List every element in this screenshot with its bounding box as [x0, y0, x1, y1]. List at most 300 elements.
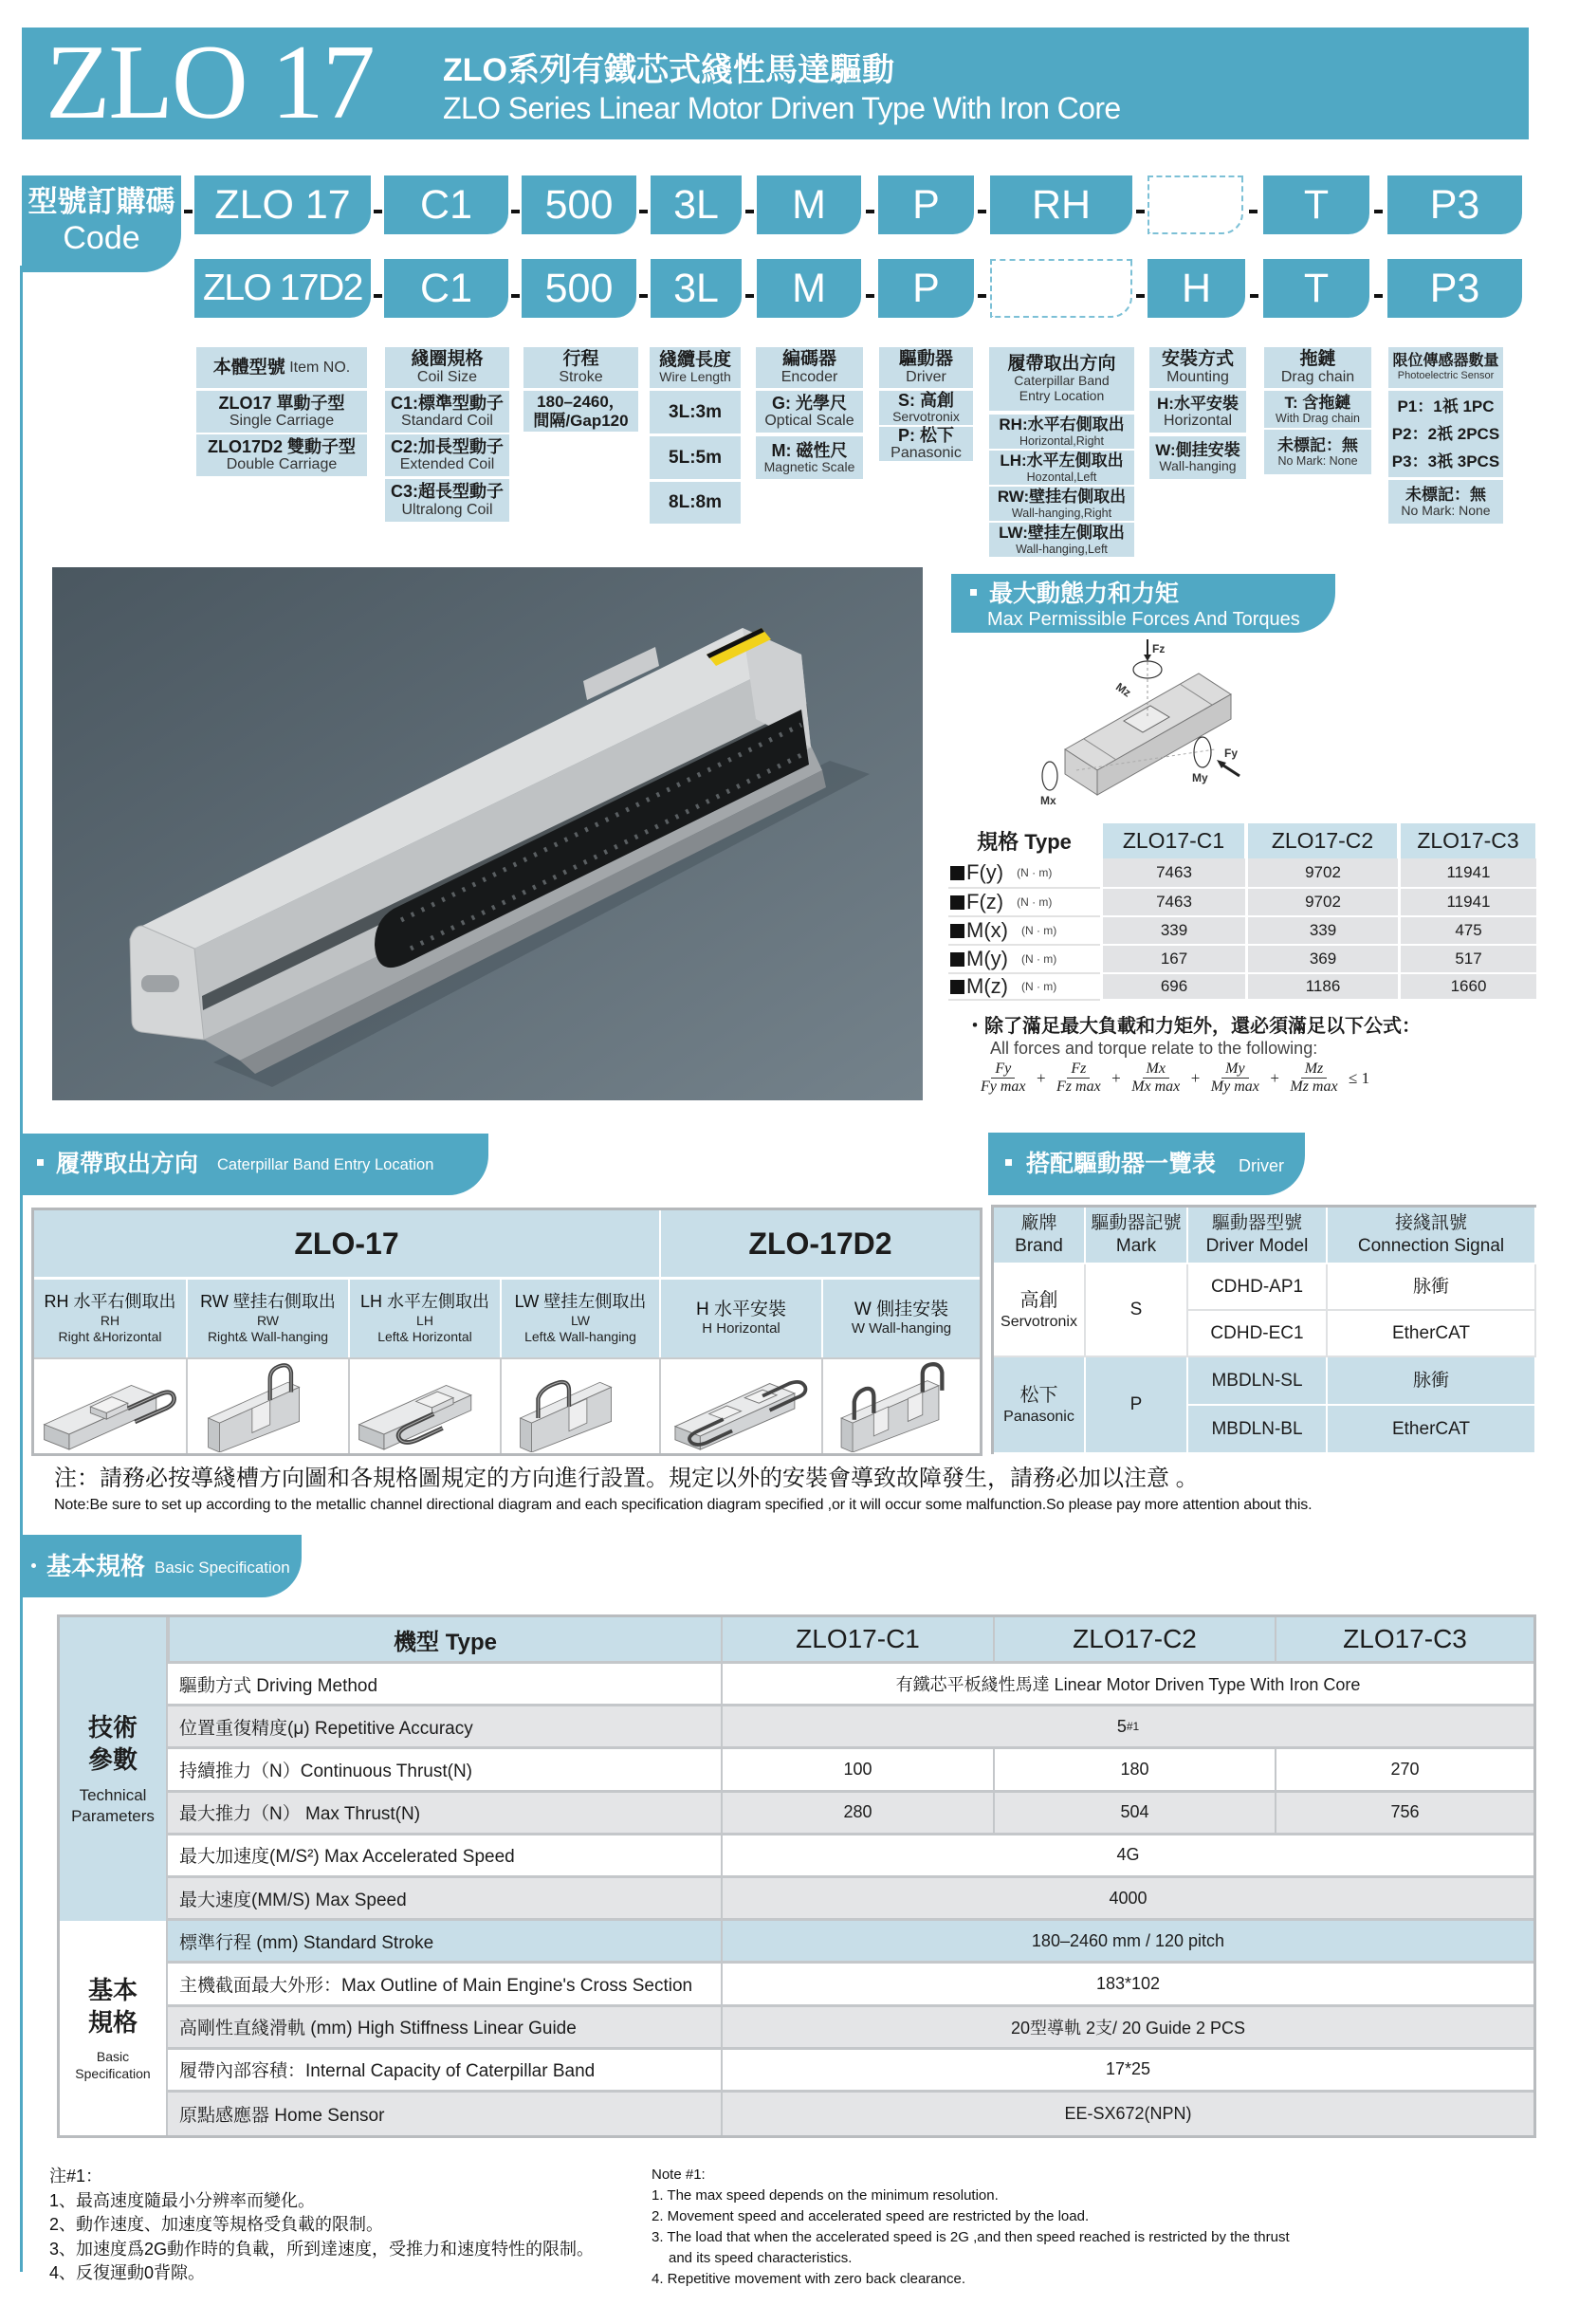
legend-value: C2:加長型動子 — [390, 436, 504, 456]
option-lh — [350, 1280, 502, 1357]
connection-signal: 脉衝 — [1328, 1357, 1536, 1406]
driver-header-signal — [1328, 1208, 1536, 1264]
plus-sign: + — [1111, 1068, 1121, 1087]
legend-cell — [756, 391, 863, 433]
legend-cell — [1149, 391, 1246, 433]
diagram-cell — [350, 1357, 502, 1453]
legend-value: H:水平安裝 — [1157, 394, 1239, 413]
footnote-item: 4、反復運動0背隙。 — [49, 2263, 206, 2282]
code-item-drag-chain: T — [1263, 259, 1369, 318]
fz-label: Fz — [1152, 642, 1166, 655]
legend-cell — [879, 427, 973, 461]
group-zlo-17: ZLO-17 — [34, 1210, 661, 1280]
header-en: Brand — [1015, 1236, 1063, 1256]
option-rh — [34, 1280, 188, 1357]
legend-header-wire — [650, 347, 741, 388]
code-item-mounting: H — [1148, 259, 1245, 318]
section-title-zh: 最大動態力和力矩 — [989, 581, 1180, 607]
spec-value: 756 — [1275, 1793, 1533, 1835]
header-zh: 驅動器型號 — [1211, 1213, 1302, 1234]
spec-label-max-acceleration: 最大加速度(M/S²) Max Accelerated Speed — [168, 1835, 721, 1878]
legend-header-encoder — [756, 347, 863, 388]
legend-header-en: Stroke — [559, 369, 603, 386]
code-item-encoder: M — [757, 259, 861, 318]
formula-term — [1207, 1061, 1263, 1096]
code-item-sensor: P3 — [1387, 259, 1522, 318]
group-label-en: Technical — [79, 1786, 147, 1805]
option-en: Left& Horizontal — [377, 1328, 472, 1344]
installation-note-zh: 注：請務必按導綫槽方向圖和各規格圖規定的方向進行設置。規定以外的安裝會導致故障發生，請務必加以注意 。 — [54, 1466, 1199, 1491]
footnote-title: 注#1： — [49, 2167, 103, 2186]
legend-cell — [1264, 430, 1371, 474]
legend-header-en: Coil Size — [416, 369, 478, 386]
forces-value: 9702 — [1245, 858, 1398, 889]
separator-dash — [639, 210, 648, 213]
forces-value: 7463 — [1100, 858, 1245, 889]
series-title-en: ZLO Series Linear Motor Driven Type With Iron Core — [443, 91, 1121, 125]
spec-label-driving-method: 驅動方式 Driving Method — [168, 1664, 721, 1706]
spec-value-max-speed: 4000 — [721, 1878, 1533, 1921]
legend-value-en: With Drag chain — [1276, 412, 1360, 426]
legend-value-en: Standard Coil — [401, 413, 493, 430]
forces-value: 339 — [1245, 917, 1398, 946]
header-en: Driver Model — [1205, 1236, 1309, 1256]
legend-header-en: Driver — [906, 369, 946, 386]
driver-header-model — [1188, 1208, 1328, 1264]
order-code-label-zh: 型號訂購碼 — [28, 185, 175, 218]
footnotes-zh — [49, 2165, 594, 2286]
section-title-en: Caterpillar Band Entry Location — [217, 1156, 434, 1173]
option-w — [823, 1280, 980, 1357]
installation-note-en: Note:Be sure to set up according to the metallic channel directional diagram and each specification diagram specified ,or it will occur some malfunction.So please pay more attention about this. — [54, 1497, 1313, 1513]
formula-term — [1128, 1061, 1184, 1096]
legend-header-zh: 限位傳感器數量 — [1392, 353, 1499, 370]
legend-header-stroke — [523, 347, 638, 388]
forces-table-header-label: 規格 Type — [977, 830, 1072, 854]
code-item-drag-chain: T — [1263, 175, 1369, 234]
legend-header-coil — [385, 347, 509, 388]
legend-value-en: Servotronix — [892, 409, 960, 425]
legend-value: P2：2祇 2PCS — [1391, 425, 1500, 443]
footnote-item: 4. Repetitive movement with zero back clearance. — [652, 2271, 965, 2287]
legend-header-mounting — [1149, 347, 1246, 388]
header-en: Mark — [1115, 1236, 1157, 1256]
spec-value-max-acceleration: 4G — [721, 1835, 1533, 1878]
legend-value: LH:水平左側取出 — [1000, 452, 1124, 470]
title-banner — [22, 24, 1529, 141]
left-rule — [20, 266, 23, 2272]
band-rw-diagram — [197, 1361, 340, 1452]
legend-header-zh: 拖鏈 — [1299, 348, 1336, 369]
option-code: RW — [256, 1313, 280, 1328]
basic-col-c1: ZLO17-C1 — [721, 1617, 993, 1664]
header-en: Connection Signal — [1357, 1236, 1505, 1256]
legend-header-en: Item NO. — [289, 359, 351, 376]
mark-s: S — [1086, 1264, 1188, 1357]
legend-value-en: Double Carriage — [226, 456, 338, 473]
legend-value: P1：1祇 1PC — [1397, 397, 1495, 415]
option-title: H 水平安裝 — [695, 1299, 786, 1319]
code-item-model: ZLO 17 — [194, 175, 371, 234]
separator-dash — [374, 210, 382, 213]
option-h — [661, 1280, 823, 1357]
formula-numerator: Mx — [1143, 1061, 1169, 1079]
option-code: LH — [416, 1313, 433, 1328]
formula-numerator: Mz — [1301, 1061, 1328, 1079]
footnote-item: 1. The max speed depends on the minimum resolution. — [652, 2187, 999, 2204]
footnote-item: 3. The load that when the accelerated speed is 2G ,and then speed reached is restricted by the thrust and its speed characteristics. — [652, 2229, 1290, 2266]
group-label-zh: 技術 — [87, 1713, 138, 1743]
legend-value-en: No Mark: None — [1401, 502, 1491, 518]
legend-value-en: Horizontal — [1163, 412, 1233, 429]
separator-dash — [511, 210, 520, 213]
forces-table — [948, 823, 1536, 1001]
legend-value: RH:水平右側取出 — [999, 415, 1125, 434]
legend-cell — [989, 487, 1134, 521]
forces-value: 475 — [1398, 917, 1536, 946]
code-item-coil: C1 — [384, 259, 508, 318]
spec-value: 280 — [721, 1793, 993, 1835]
option-code: RH — [100, 1313, 120, 1328]
legend-value-en: Horizontal,Right — [1019, 433, 1104, 448]
legend-header-en: Mounting — [1166, 369, 1229, 386]
separator-dash — [1374, 294, 1383, 298]
legend-cell — [879, 391, 973, 425]
connection-signal: EtherCAT — [1328, 1311, 1536, 1357]
spec-label-max-speed: 最大速度(MM/S) Max Speed — [168, 1878, 721, 1921]
legend-cell — [650, 482, 741, 524]
separator-dash — [1374, 210, 1383, 213]
formula-term — [977, 1061, 1030, 1096]
spec-value: 100 — [721, 1749, 993, 1792]
footnote-ref: #1 — [1126, 1720, 1140, 1734]
legend-value: 8L:8m — [669, 492, 722, 513]
forces-value: 11941 — [1398, 858, 1536, 889]
legend-header-en: Caterpillar Band — [1014, 373, 1110, 389]
section-title-zh: 履帶取出方向 — [56, 1151, 199, 1177]
force-name: M(x) — [966, 918, 1008, 942]
legend-header-drag-chain — [1264, 347, 1371, 388]
formula-denominator: Mz max — [1290, 1079, 1338, 1095]
legend-cell — [1388, 391, 1503, 477]
forces-col-c1: ZLO17-C1 — [1100, 823, 1245, 858]
spec-value: 180 — [993, 1749, 1275, 1792]
code-item-stroke: 500 — [522, 175, 636, 234]
group-label-en: Specification — [75, 2066, 151, 2082]
force-unit: (N · m) — [1017, 866, 1053, 879]
group-label-zh: 參數 — [87, 1745, 138, 1775]
mx-label: Mx — [1040, 794, 1056, 807]
legend-value: P3：3祇 3PCS — [1391, 452, 1500, 470]
order-code-label-en: Code — [63, 220, 140, 256]
force-name: M(z) — [966, 974, 1008, 998]
formula-note-zh: ・除了滿足最大負載和力矩外，還必須滿足以下公式： — [965, 1016, 1421, 1037]
force-unit: (N · m) — [1020, 980, 1057, 993]
mz-label: Mz — [1113, 679, 1134, 700]
brand-zh: 松下 — [1019, 1384, 1058, 1406]
legend-cell — [756, 436, 863, 479]
code-item-driver: P — [878, 259, 974, 318]
forces-value: 11941 — [1398, 889, 1536, 917]
formula-numerator: Fy — [991, 1061, 1015, 1079]
code-item-wire: 3L — [651, 175, 742, 234]
bullet-icon — [970, 589, 977, 596]
square-bullet-icon — [950, 924, 964, 938]
brand-servotronix — [994, 1264, 1086, 1357]
legend-header-en: Encoder — [780, 369, 838, 386]
legend-value-gap: 間隔/Gap120 — [533, 411, 629, 430]
plus-sign: + — [1270, 1068, 1279, 1087]
legend-value: T: 含拖鏈 — [1284, 393, 1351, 412]
legend-cell — [989, 523, 1134, 557]
option-title: LW 壁挂左側取出 — [514, 1292, 647, 1312]
legend-header-en: Entry Location — [1019, 388, 1105, 404]
spec-value: 504 — [993, 1793, 1275, 1835]
separator-dash — [1249, 210, 1258, 213]
forces-value: 517 — [1398, 946, 1536, 974]
legend-cell — [1388, 480, 1503, 524]
option-en: Right& Wall-hanging — [207, 1328, 329, 1344]
band-w-diagram — [828, 1361, 975, 1452]
legend-header-en: Drag chain — [1280, 369, 1355, 386]
forces-row-label — [948, 974, 1100, 1001]
connection-signal: EtherCAT — [1328, 1406, 1536, 1454]
forces-col-c3: ZLO17-C3 — [1398, 823, 1536, 858]
section-header-basic-spec — [22, 1535, 302, 1597]
band-rh-diagram — [39, 1362, 181, 1451]
formula-numerator: Fz — [1067, 1061, 1090, 1079]
forces-value: 339 — [1100, 917, 1245, 946]
forces-row-label — [948, 858, 1100, 889]
legend-cell — [650, 436, 741, 479]
spec-label-band-capacity: 履帶內部容積：Internal Capacity of Caterpillar Band — [168, 2050, 721, 2093]
separator-dash — [866, 210, 874, 213]
legend-cell — [1149, 436, 1246, 479]
legend-value: S: 高創 — [897, 391, 954, 411]
legend-value: G: 光學尺 — [772, 393, 847, 413]
legend-value-en: Extended Coil — [399, 456, 495, 473]
legend-value: RW:壁挂右側取出 — [997, 488, 1127, 507]
separator-dash — [745, 210, 754, 213]
group-technical-parameters — [60, 1617, 168, 1921]
force-torque-diagram — [1029, 637, 1247, 808]
legend-header-driver — [879, 347, 973, 388]
legend-value-en: Magnetic Scale — [763, 458, 855, 474]
forces-value: 9702 — [1245, 889, 1398, 917]
spec-label-repetitive-accuracy: 位置重復精度(μ) Repetitive Accuracy — [168, 1706, 721, 1749]
legend-cell — [385, 434, 509, 476]
section-title-en: Basic Specification — [155, 1559, 290, 1577]
section-title-en: Driver — [1239, 1156, 1284, 1175]
legend-value: ZLO17D2 雙動子型 — [207, 436, 357, 456]
spec-label-max-thrust: 最大推力（N） Max Thrust(N) — [168, 1793, 721, 1835]
legend-cell — [989, 451, 1134, 485]
group-zlo-17d2: ZLO-17D2 — [661, 1210, 980, 1280]
forces-row-label — [948, 917, 1100, 946]
option-en: Left& Wall-hanging — [524, 1328, 636, 1344]
accuracy-value: 5 — [1116, 1716, 1127, 1736]
band-h-diagram — [668, 1362, 815, 1451]
legend-header-en: Photoelectric Sensor — [1397, 370, 1495, 382]
section-title-zh: 搭配驅動器一覽表 — [1026, 1151, 1217, 1177]
code-item-mounting-blank — [1148, 175, 1243, 234]
product-photo — [52, 567, 923, 1100]
option-rw — [188, 1280, 350, 1357]
formula-term — [1053, 1061, 1105, 1096]
spec-value-driving-method: 有鐵芯平板綫性馬達 Linear Motor Driven Type With Iron Core — [721, 1664, 1533, 1706]
separator-dash — [1136, 294, 1145, 298]
spec-label-cross-section: 主機截面最大外形：Max Outline of Main Engine's Cross Section — [168, 1964, 721, 2006]
square-bullet-icon — [950, 980, 964, 994]
spec-label-standard-stroke: 標準行程 (mm) Standard Stroke — [168, 1921, 721, 1964]
separator-dash — [511, 294, 520, 298]
mark-p: P — [1086, 1357, 1188, 1454]
footnotes-en — [652, 2165, 1296, 2290]
brand-zh: 高創 — [1019, 1289, 1058, 1311]
header-zh: 接綫訊號 — [1394, 1213, 1467, 1234]
option-title: RH 水平右側取出 — [44, 1292, 176, 1312]
force-name: M(y) — [966, 947, 1008, 970]
legend-value: C1:標準型動子 — [390, 393, 504, 413]
basic-col-c3: ZLO17-C3 — [1275, 1617, 1533, 1664]
band-lh-diagram — [354, 1362, 496, 1451]
legend-cell — [650, 391, 741, 433]
forces-row-label — [948, 889, 1100, 917]
footnote-item: 2. Movement speed and accelerated speed are restricted by the load. — [652, 2208, 1090, 2224]
plus-sign: + — [1036, 1068, 1046, 1087]
driver-model: CDHD-AP1 — [1188, 1264, 1328, 1311]
legend-header-zh: 安裝方式 — [1161, 348, 1234, 369]
legend-cell — [989, 415, 1134, 449]
section-title-en: Max Permissible Forces And Torques — [987, 609, 1300, 630]
spec-value-cross-section: 183*102 — [721, 1964, 1533, 2006]
legend-value-en: Wall-hanging — [1159, 458, 1237, 474]
footnote-item: 3、加速度爲2G動作時的負載，所到達速度，受推力和速度特性的限制。 — [49, 2239, 595, 2259]
forces-value: 7463 — [1100, 889, 1245, 917]
legend-header-zh: 行程 — [562, 348, 599, 369]
spec-label-home-sensor: 原點感應器 Home Sensor — [168, 2093, 721, 2135]
section-title-zh: 基本規格 — [46, 1552, 146, 1580]
legend-header-en: Wire Length — [659, 369, 731, 385]
option-code: LW — [571, 1313, 590, 1328]
option-title: RW 壁挂右側取出 — [200, 1292, 336, 1312]
legend-value-en: Single Carriage — [229, 413, 335, 430]
legend-value-en: Ultralong Coil — [401, 501, 493, 518]
series-title-zh: ZLO系列有鐵芯式綫性馬達驅動 — [443, 52, 894, 88]
legend-value: 3L:3m — [669, 401, 722, 422]
option-en: H Horizontal — [702, 1320, 780, 1337]
separator-dash — [639, 294, 648, 298]
code-item-wire: 3L — [651, 259, 742, 318]
legend-cell — [385, 391, 509, 433]
forces-value: 369 — [1245, 946, 1398, 974]
driver-table — [991, 1205, 1536, 1454]
basic-spec-table — [57, 1614, 1536, 2138]
formula-denominator: Fz max — [1056, 1079, 1101, 1095]
header-zh: 驅動器記號 — [1091, 1213, 1182, 1234]
separator-dash — [374, 294, 382, 298]
formula-term — [1286, 1061, 1341, 1096]
code-item-band-entry-blank — [990, 259, 1132, 318]
forces-value: 696 — [1100, 974, 1245, 1001]
my-label: My — [1192, 771, 1208, 784]
formula-denominator: My max — [1210, 1079, 1259, 1095]
footnote-title: Note #1: — [652, 2167, 706, 2183]
bullet-icon — [31, 1563, 36, 1568]
legend-value-en: Optical Scale — [764, 413, 854, 430]
bullet-icon — [1005, 1159, 1012, 1166]
group-label-en: Basic — [96, 2049, 130, 2065]
legend-header-sensor — [1388, 347, 1503, 388]
spec-value-linear-guide: 20型導軌 2支/ 20 Guide 2 PCS — [721, 2007, 1533, 2050]
code-item-model: ZLO 17D2 — [194, 259, 371, 318]
legend-value-en: Wall-hanging,Left — [1016, 542, 1108, 556]
force-unit: (N · m) — [1020, 952, 1057, 966]
legend-cell — [1264, 391, 1371, 428]
separator-dash — [866, 294, 874, 298]
mx-rotation — [1042, 762, 1057, 790]
legend-value: ZLO17 單動子型 — [218, 393, 345, 413]
fy-label: Fy — [1224, 747, 1239, 760]
legend-cell — [196, 391, 367, 433]
option-lw — [502, 1280, 661, 1357]
legend-cell — [385, 479, 509, 522]
brand-en: Servotronix — [1001, 1313, 1077, 1330]
spec-value-home-sensor: EE-SX672(NPN) — [721, 2093, 1533, 2135]
legend-value: P: 松下 — [897, 425, 954, 445]
band-lw-diagram — [509, 1361, 652, 1452]
spec-value-standard-stroke: 180–2460 mm / 120 pitch — [721, 1921, 1533, 1964]
basic-col-c2: ZLO17-C2 — [993, 1617, 1275, 1664]
force-unit: (N · m) — [1017, 895, 1053, 909]
legend-header-zh: 驅動器 — [898, 348, 953, 369]
footnote-item: 1、最高速度隨最小分辨率而變化。 — [49, 2190, 316, 2210]
diagram-cell — [823, 1357, 980, 1453]
legend-cell — [196, 434, 367, 476]
code-item-sensor: P3 — [1387, 175, 1522, 234]
group-label-zh: 規格 — [87, 2008, 138, 2038]
formula-numerator: My — [1221, 1061, 1248, 1079]
legend-value: 180–2460， — [537, 393, 625, 412]
driver-model: MBDLN-SL — [1188, 1357, 1328, 1406]
spec-label-continuous-thrust: 持續推力（N）Continuous Thrust(N) — [168, 1749, 721, 1792]
caterpillar-table — [31, 1208, 982, 1456]
driver-header-brand — [994, 1208, 1086, 1264]
diagram-cell — [502, 1357, 661, 1453]
legend-value: W:側挂安裝 — [1155, 441, 1240, 460]
legend-value-en: Wall-hanging,Right — [1011, 506, 1112, 520]
legend-value-en: Hozontal,Left — [1026, 470, 1097, 484]
spec-value-repetitive-accuracy — [721, 1706, 1533, 1749]
legend-value: C3:超長型動子 — [390, 482, 504, 502]
group-basic-specification — [60, 1921, 168, 2135]
diagram-cell — [661, 1357, 823, 1453]
square-bullet-icon — [950, 895, 964, 910]
separator-dash — [745, 294, 754, 298]
option-title: LH 水平左側取出 — [359, 1292, 489, 1312]
square-bullet-icon — [950, 952, 964, 967]
load-formula — [977, 1061, 1372, 1096]
group-label-en: Parameters — [71, 1807, 155, 1826]
separator-dash — [978, 210, 986, 213]
driver-model: MBDLN-BL — [1188, 1406, 1328, 1454]
separator-dash — [1250, 294, 1258, 298]
plus-sign: + — [1190, 1068, 1201, 1087]
legend-cell — [523, 391, 638, 432]
header-zh: 廠牌 — [1020, 1213, 1057, 1234]
type-header: 機型 Type — [168, 1617, 721, 1664]
option-en: W Wall-hanging — [851, 1320, 952, 1337]
